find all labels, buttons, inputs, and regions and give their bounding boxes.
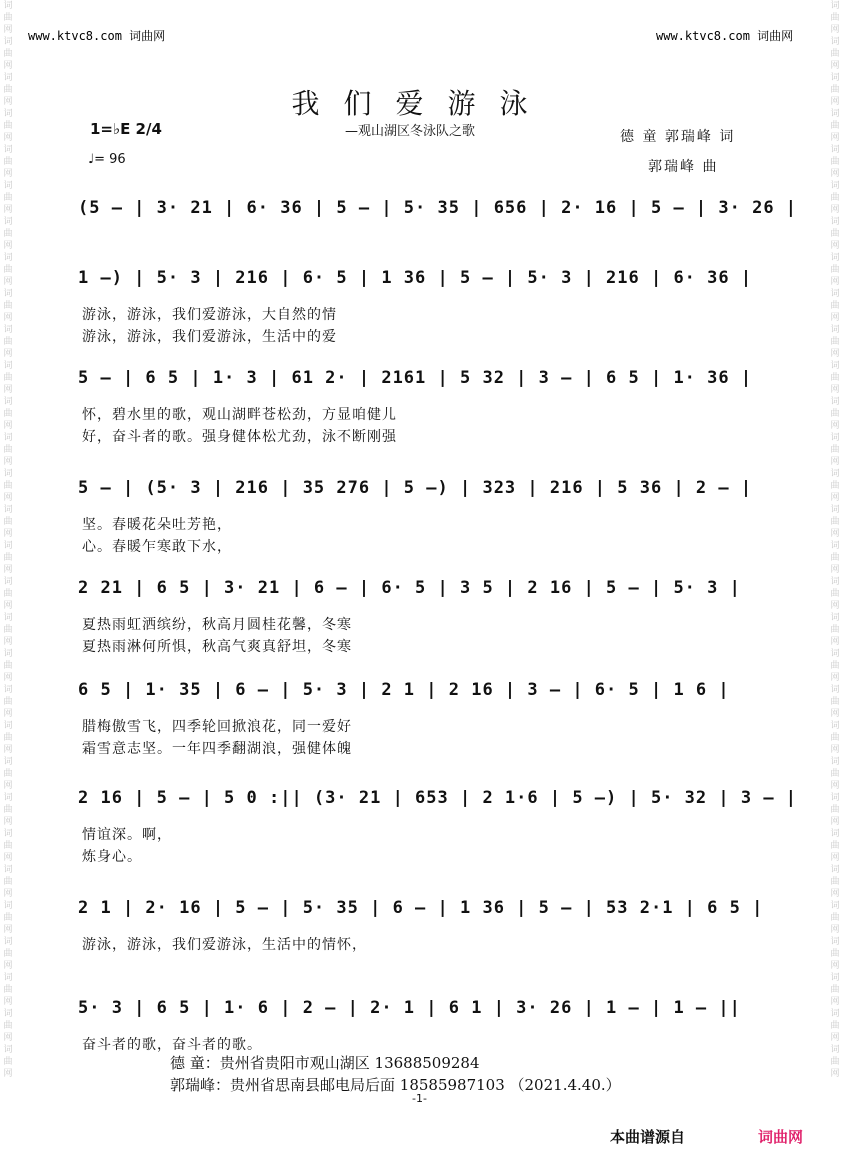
lyric-line: 腊梅傲雪飞，四季轮回掀浪花，同一爱好 xyxy=(82,719,352,735)
site-url-left[interactable]: www.ktvc8.com 词曲网 xyxy=(28,29,166,43)
song-title: 我们爱游泳 xyxy=(291,87,552,120)
lyric-line: 炼身心。 xyxy=(82,849,142,865)
tempo-marking: ♩= 96 xyxy=(88,152,126,167)
lyric-line: 游泳，游泳，我们爱游泳，生活中的爱 xyxy=(82,329,337,345)
brand-logo[interactable]: 词曲网 xyxy=(758,1128,804,1146)
lyric-line: 奋斗者的歌，奋斗者的歌。 xyxy=(82,1037,262,1053)
notation-row: 2 1 | 2· 16 | 5 – | 5· 35 | 6 – | 1 36 | 5 – | 53 2·1 | 6 5 | xyxy=(78,898,764,918)
notation-row: 5· 3 | 6 5 | 1· 6 | 2 – | 2· 1 | 6 1 | 3· 26 | 1 – | 1 – || xyxy=(78,998,741,1018)
lyricist-credit: 德 童 郭瑞峰 词 xyxy=(620,129,736,145)
side-watermark-right: 词曲网词曲网词曲网词曲网词曲网词曲网词曲网词曲网词曲网词曲网词曲网词曲网词曲网词曲网词曲网词曲网词曲网词曲网词曲网词曲网词曲网词曲网词曲网词曲网词曲网词曲网词曲网词曲网词曲网词曲网 xyxy=(830,1,840,1079)
lyric-line: 好，奋斗者的歌。强身健体松尤劲，泳不断刚强 xyxy=(82,429,397,445)
lyric-line: 游泳，游泳，我们爱游泳，大自然的情 xyxy=(82,307,337,323)
lyric-line: 情谊深。啊， xyxy=(82,827,172,843)
lyric-line: 霜雪意志坚。一年四季翻湖浪，强健体魄 xyxy=(82,741,352,757)
source-label: 本曲谱源自 xyxy=(610,1128,686,1146)
notation-row: 5 – | (5· 3 | 216 | 35 276 | 5 –) | 323 | 216 | 5 36 | 2 – | xyxy=(78,478,753,498)
lyric-line: 夏热雨虹洒缤纷，秋高月圆桂花馨，冬寒 xyxy=(82,617,352,633)
contact-composer: 郭瑞峰：贵州省思南县邮电局后面 18585987103 （2021.4.40.） xyxy=(170,1076,621,1094)
key-signature: 1=♭E 2/4 xyxy=(90,120,162,138)
lyric-line: 夏热雨淋何所惧，秋高气爽真舒坦，冬寒 xyxy=(82,639,352,655)
lyric-line: 怀，碧水里的歌，观山湖畔苍松劲，方显咱健儿 xyxy=(82,407,397,423)
composer-credit: 郭瑞峰 曲 xyxy=(648,159,719,175)
notation-row: 6 5 | 1· 35 | 6 – | 5· 3 | 2 1 | 2 16 | 3 – | 6· 5 | 1 6 | xyxy=(78,680,730,700)
notation-row: 2 16 | 5 – | 5 0 :|| (3· 21 | 653 | 2 1·6 | 5 –) | 5· 32 | 3 – | xyxy=(78,788,798,808)
notation-row: 1 –) | 5· 3 | 216 | 6· 5 | 1 36 | 5 – | 5· 3 | 216 | 6· 36 | xyxy=(78,268,753,288)
lyric-line: 游泳，游泳，我们爱游泳，生活中的情怀， xyxy=(82,937,367,953)
notation-row: 5 – | 6 5 | 1· 3 | 61 2· | 2161 | 5 32 | 3 – | 6 5 | 1· 36 | xyxy=(78,368,753,388)
notation-row: (5 – | 3· 21 | 6· 36 | 5 – | 5· 35 | 656 | 2· 16 | 5 – | 3· 26 | xyxy=(78,198,798,218)
lyric-line: 心。春暖乍寒敢下水， xyxy=(82,539,232,555)
side-watermark-left: 词曲网词曲网词曲网词曲网词曲网词曲网词曲网词曲网词曲网词曲网词曲网词曲网词曲网词曲网词曲网词曲网词曲网词曲网词曲网词曲网词曲网词曲网词曲网词曲网词曲网词曲网词曲网词曲网词曲网词曲网 xyxy=(3,1,13,1079)
song-subtitle: —观山湖区冬泳队之歌 xyxy=(345,124,476,139)
contact-lyricist: 德 童：贵州省贵阳市观山湖区 13688509284 xyxy=(170,1054,480,1072)
lyric-line: 坚。春暖花朵吐芳艳， xyxy=(82,517,232,533)
page-number: -1- xyxy=(412,1092,427,1105)
notation-row: 2 21 | 6 5 | 3· 21 | 6 – | 6· 5 | 3 5 | 2 16 | 5 – | 5· 3 | xyxy=(78,578,741,598)
site-url-right[interactable]: www.ktvc8.com 词曲网 xyxy=(656,29,794,43)
